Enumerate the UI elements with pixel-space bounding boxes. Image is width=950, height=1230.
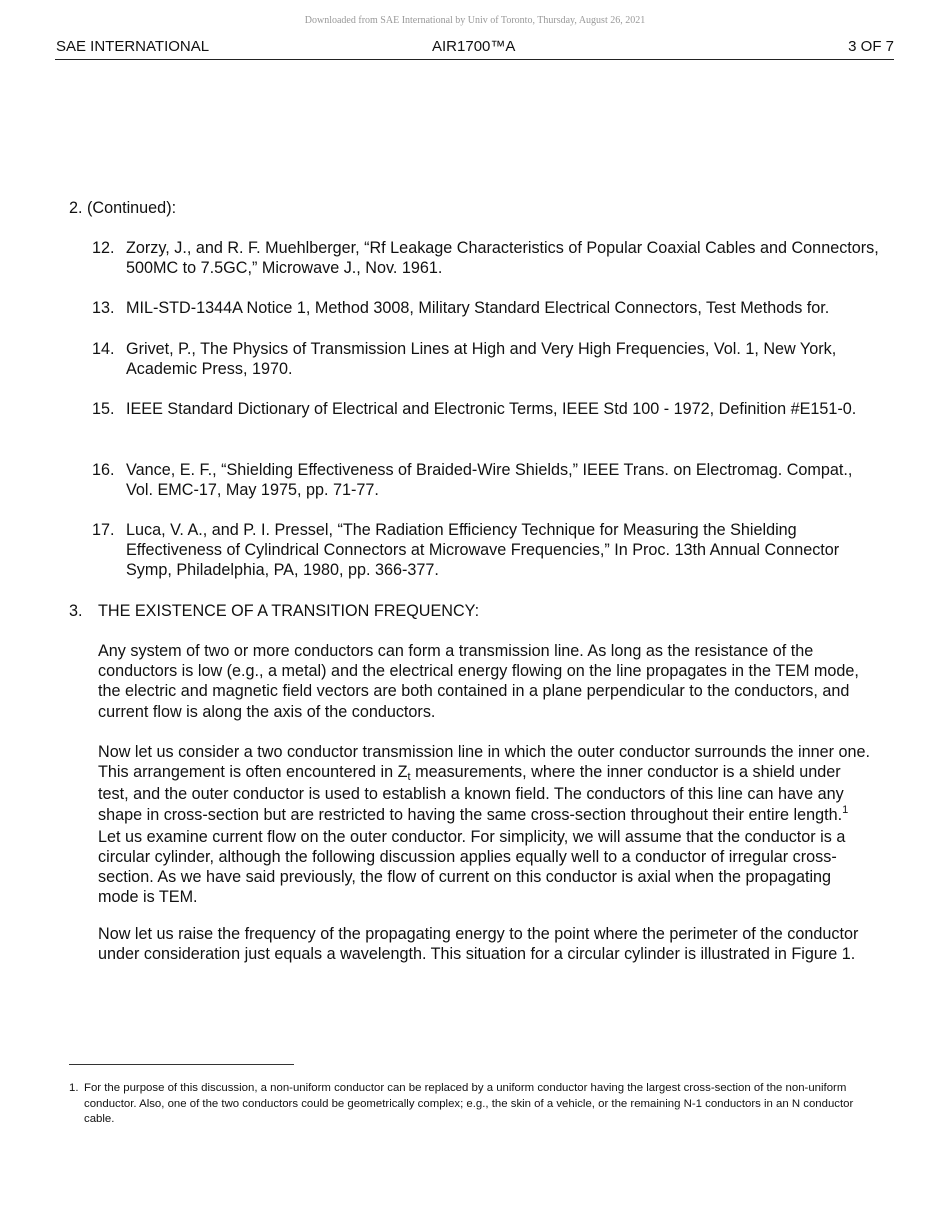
subscript: t (407, 771, 411, 784)
paragraph: Any system of two or more conductors can form a transmission line. As long as the resistance of the conductors is low (e.g., a metal) and the electrical energy flowing on the line propagates in the TEM mode, the electric and magnetic field vectors are both contained in a plane perpendicular to the conductors, and current flow is along the axis of the conductors. (98, 642, 859, 721)
paragraph-text: Let us examine current flow on the outer conductor. For simplicity, we will assume that the conductor is a circular cylinder, although the following discussion applies equally well to a conductor of irregular cross-section. As we have said previously, the flow of current on this conductor is axial when the propagating mode is TEM. (98, 827, 846, 907)
paragraph-text: Now let us consider a two conductor transmission line in which the outer conductor surrounds the inner one. This arrangement is often encountered in Z (98, 743, 871, 782)
footnote-divider (69, 1064, 294, 1065)
section-number: 3. (69, 602, 83, 620)
reference-text: Luca, V. A., and P. I. Pressel, “The Radiation Efficiency Technique for Measuring the Shielding Effectiveness of Cylindrical Connectors at Microwave Frequencies,” In Proc. 13th Annual Connector Symp, Philadelphia, PA, 1980, pp. 366-377. (126, 521, 840, 580)
reference-item (92, 339, 882, 379)
section-2-heading: 2. (Continued): (69, 199, 177, 217)
reference-item (92, 238, 882, 278)
header-organization: SAE INTERNATIONAL (56, 38, 210, 55)
reference-item (92, 399, 882, 419)
page-header (55, 38, 894, 60)
reference-item (92, 520, 882, 581)
reference-number: 16. (92, 461, 115, 479)
reference-item (92, 298, 882, 318)
reference-text: MIL-STD-1344A Notice 1, Method 3008, Military Standard Electrical Connectors, Test Methods for. (126, 299, 830, 317)
header-page-number: 3 OF 7 (848, 38, 894, 55)
reference-text: IEEE Standard Dictionary of Electrical and Electronic Terms, IEEE Std 100 - 1972, Definition #E151-0. (126, 400, 857, 418)
footnote-text: For the purpose of this discussion, a non-uniform conductor can be replaced by a uniform conductor having the largest cross-section of the non-uniform conductor. Also, one of the two conductors could be geometrically complex; e.g., the skin of a vehicle, or the remaining N-1 conductors in an N conductor cable. (84, 1082, 854, 1126)
footnote-number: 1. (69, 1082, 79, 1094)
reference-number: 13. (92, 299, 115, 317)
footnote-marker: 1 (842, 803, 849, 816)
reference-item (92, 460, 882, 500)
reference-number: 14. (92, 340, 115, 358)
paragraph (98, 742, 870, 908)
reference-text: Grivet, P., The Physics of Transmission Lines at High and Very High Frequencies, Vol. 1, New York, Academic Press, 1970. (126, 340, 837, 379)
reference-text: Zorzy, J., and R. F. Muehlberger, “Rf Leakage Characteristics of Popular Coaxial Cables and Connectors, 500MC to 7.5GC,” Microwave J., Nov. 1961. (126, 239, 879, 278)
reference-number: 12. (92, 239, 115, 257)
section-title: THE EXISTENCE OF A TRANSITION FREQUENCY: (98, 602, 480, 620)
download-watermark: Downloaded from SAE International by Univ of Toronto, Thursday, August 26, 2021 (304, 15, 646, 26)
paragraph-text: measurements, where the inner conductor is a shield under test, and the outer conductor is used to establish a known field. The conductors of this line can have any shape in cross-section but are restricted to having the same cross-section throughout their entire length. (98, 763, 844, 824)
header-document-id: AIR1700™A (432, 38, 516, 55)
reference-number: 15. (92, 400, 115, 418)
footnote (69, 1081, 869, 1128)
paragraph: Now let us raise the frequency of the propagating energy to the point where the perimeter of the conductor under consideration just equals a wavelength. This situation for a circular cylinder is illustrated in Figure 1. (98, 925, 859, 964)
reference-text: Vance, E. F., “Shielding Effectiveness of Braided-Wire Shields,” IEEE Trans. on Electromag. Compat., Vol. EMC-17, May 1975, pp. 71-77. (126, 461, 853, 500)
reference-number: 17. (92, 521, 115, 539)
